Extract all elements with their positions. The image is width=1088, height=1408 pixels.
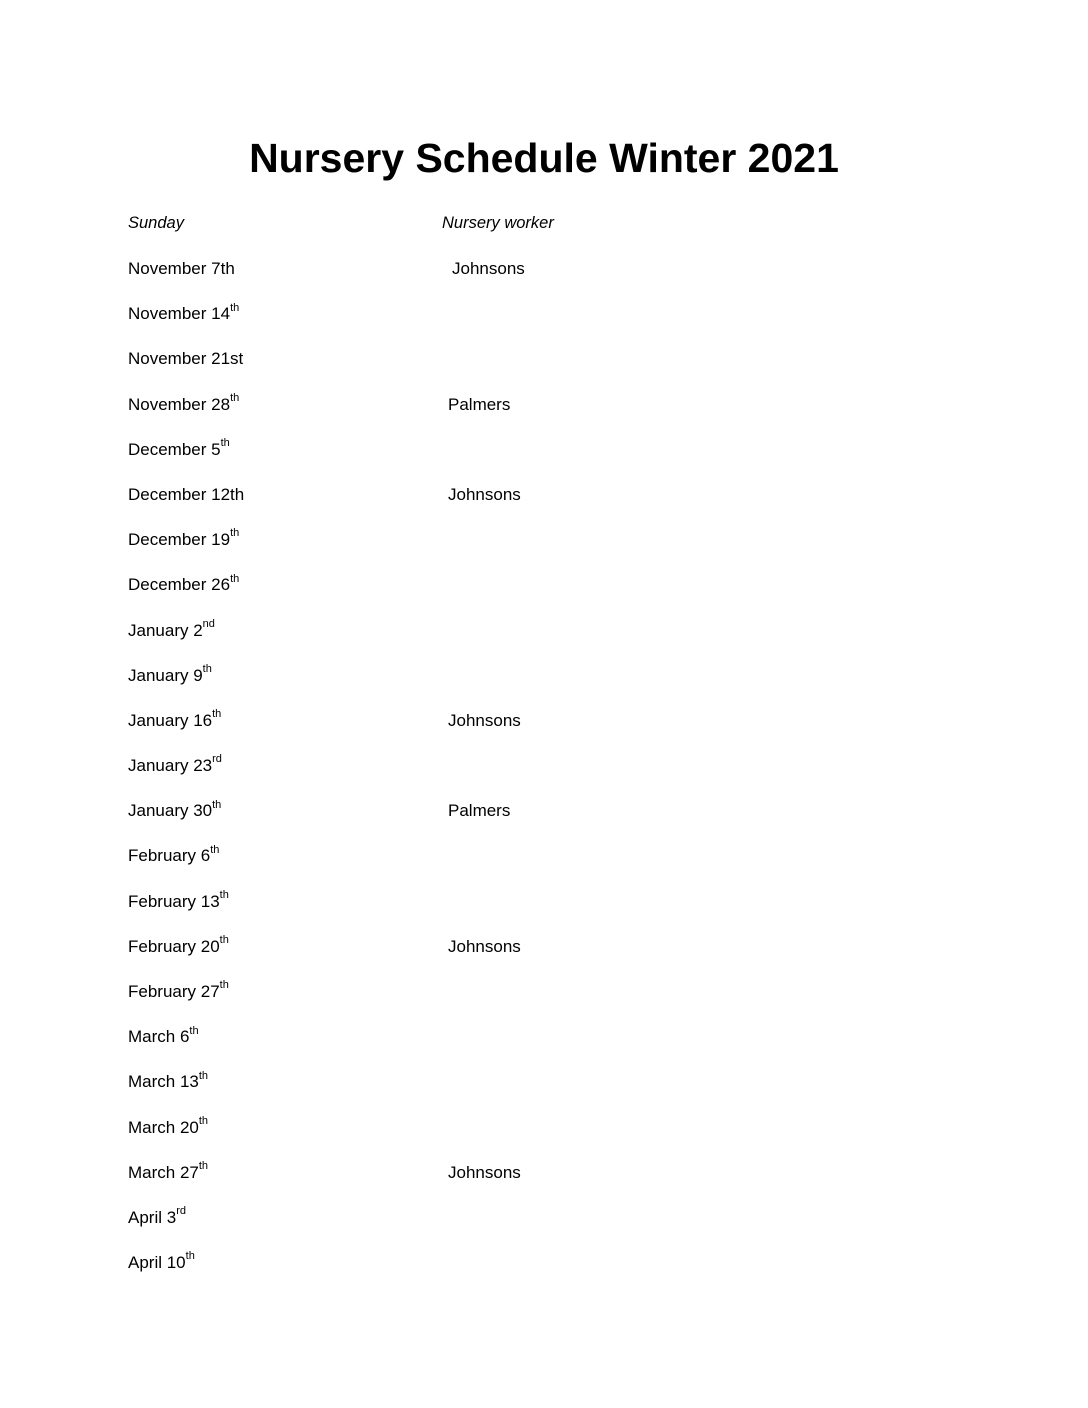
schedule-row xyxy=(0,753,1088,798)
schedule-row xyxy=(0,1250,1088,1295)
schedule-row xyxy=(0,256,1088,301)
page-title: Nursery Schedule Winter 2021 xyxy=(249,135,839,181)
ordinal-suffix: th xyxy=(189,1024,199,1037)
schedule-row xyxy=(0,301,1088,346)
ordinal-suffix: th xyxy=(202,663,212,676)
sunday-header: Sunday xyxy=(128,214,184,232)
schedule-row xyxy=(0,889,1088,934)
date-text: January 23 xyxy=(128,756,213,776)
sunday-date xyxy=(128,843,219,869)
date-text: November 21st xyxy=(128,349,244,369)
schedule-row xyxy=(0,572,1088,617)
sunday-date xyxy=(128,798,221,824)
schedule-row xyxy=(0,843,1088,888)
date-text: February 20 xyxy=(128,936,220,956)
sunday-date xyxy=(128,618,215,644)
ordinal-suffix: th xyxy=(230,391,240,404)
sunday-date xyxy=(128,527,239,553)
date-text: December 19 xyxy=(128,530,231,550)
date-text: January 16 xyxy=(128,710,213,730)
sunday-date xyxy=(128,753,222,779)
date-text: January 2 xyxy=(128,620,203,640)
sunday-date xyxy=(128,1069,208,1095)
ordinal-suffix: th xyxy=(210,843,220,856)
date-text: April 10 xyxy=(128,1253,186,1273)
sunday-date xyxy=(128,979,229,1005)
schedule-row xyxy=(0,979,1088,1024)
schedule-row xyxy=(0,392,1088,437)
date-text: November 28 xyxy=(128,394,231,414)
ordinal-suffix: th xyxy=(198,1160,209,1173)
sunday-date xyxy=(128,1160,208,1186)
nursery-worker: Johnsons xyxy=(448,710,521,730)
nursery-worker: Johnsons xyxy=(448,484,521,504)
sunday-date xyxy=(128,889,229,915)
schedule-row xyxy=(0,1069,1088,1114)
nursery-worker: Palmers xyxy=(448,801,511,821)
ordinal-suffix: rd xyxy=(176,1205,186,1218)
schedule-row xyxy=(0,663,1088,708)
ordinal-suffix: th xyxy=(230,527,240,540)
sunday-date xyxy=(128,1205,186,1231)
ordinal-suffix: th xyxy=(230,572,240,585)
ordinal-suffix: th xyxy=(230,301,240,314)
sunday-date xyxy=(128,437,230,463)
column-headers xyxy=(0,211,1088,235)
ordinal-suffix: th xyxy=(212,798,222,811)
date-text: February 13 xyxy=(128,891,220,911)
schedule-row xyxy=(0,798,1088,843)
sunday-date xyxy=(128,301,239,327)
date-text: February 27 xyxy=(128,982,220,1001)
sunday-date xyxy=(128,482,244,508)
schedule-row xyxy=(0,1205,1088,1250)
nursery-worker: Johnsons xyxy=(448,936,521,956)
date-text: December 26 xyxy=(128,575,231,595)
date-text: December 5 xyxy=(128,439,221,459)
sunday-date xyxy=(128,572,239,598)
ordinal-suffix: th xyxy=(185,1250,195,1263)
schedule-row xyxy=(0,934,1088,979)
nursery-worker: Palmers xyxy=(448,394,511,414)
sunday-date xyxy=(128,1024,199,1050)
date-text: November 7th xyxy=(128,259,235,278)
schedule-row xyxy=(0,527,1088,572)
sunday-date xyxy=(128,663,212,689)
schedule-list xyxy=(0,256,1088,1295)
schedule-row xyxy=(0,1024,1088,1069)
date-text: April 3 xyxy=(128,1207,177,1227)
sunday-date xyxy=(128,1250,195,1276)
ordinal-suffix: th xyxy=(198,1069,209,1082)
ordinal-suffix: th xyxy=(219,888,229,901)
ordinal-suffix: th xyxy=(220,437,230,450)
date-text: March 27 xyxy=(128,1162,199,1182)
date-text: December 12th xyxy=(128,484,245,504)
schedule-row xyxy=(0,1160,1088,1205)
ordinal-suffix: rd xyxy=(212,753,222,766)
sunday-date xyxy=(128,256,235,282)
ordinal-suffix: th xyxy=(219,979,229,992)
sunday-date xyxy=(128,708,221,734)
nursery-worker: Johnsons xyxy=(452,259,525,278)
schedule-row xyxy=(0,482,1088,527)
ordinal-suffix: nd xyxy=(202,617,215,630)
schedule-row xyxy=(0,618,1088,663)
ordinal-suffix: th xyxy=(219,934,229,947)
sunday-date xyxy=(128,392,239,418)
date-text: March 20 xyxy=(128,1117,199,1137)
date-text: March 13 xyxy=(128,1072,199,1092)
sunday-date xyxy=(128,1115,208,1141)
sunday-date xyxy=(128,346,243,372)
schedule-row xyxy=(0,1115,1088,1160)
date-text: March 6 xyxy=(128,1027,190,1047)
date-text: January 9 xyxy=(128,665,203,685)
ordinal-suffix: th xyxy=(198,1114,209,1127)
schedule-row xyxy=(0,708,1088,753)
schedule-row xyxy=(0,346,1088,391)
date-text: January 30 xyxy=(128,801,213,821)
sunday-date xyxy=(128,934,229,960)
nursery-worker-header: Nursery worker xyxy=(442,214,554,232)
nursery-worker: Johnsons xyxy=(448,1162,521,1182)
date-text: November 14 xyxy=(128,304,231,324)
ordinal-suffix: th xyxy=(212,708,222,721)
date-text: February 6 xyxy=(128,846,211,866)
schedule-row xyxy=(0,437,1088,482)
